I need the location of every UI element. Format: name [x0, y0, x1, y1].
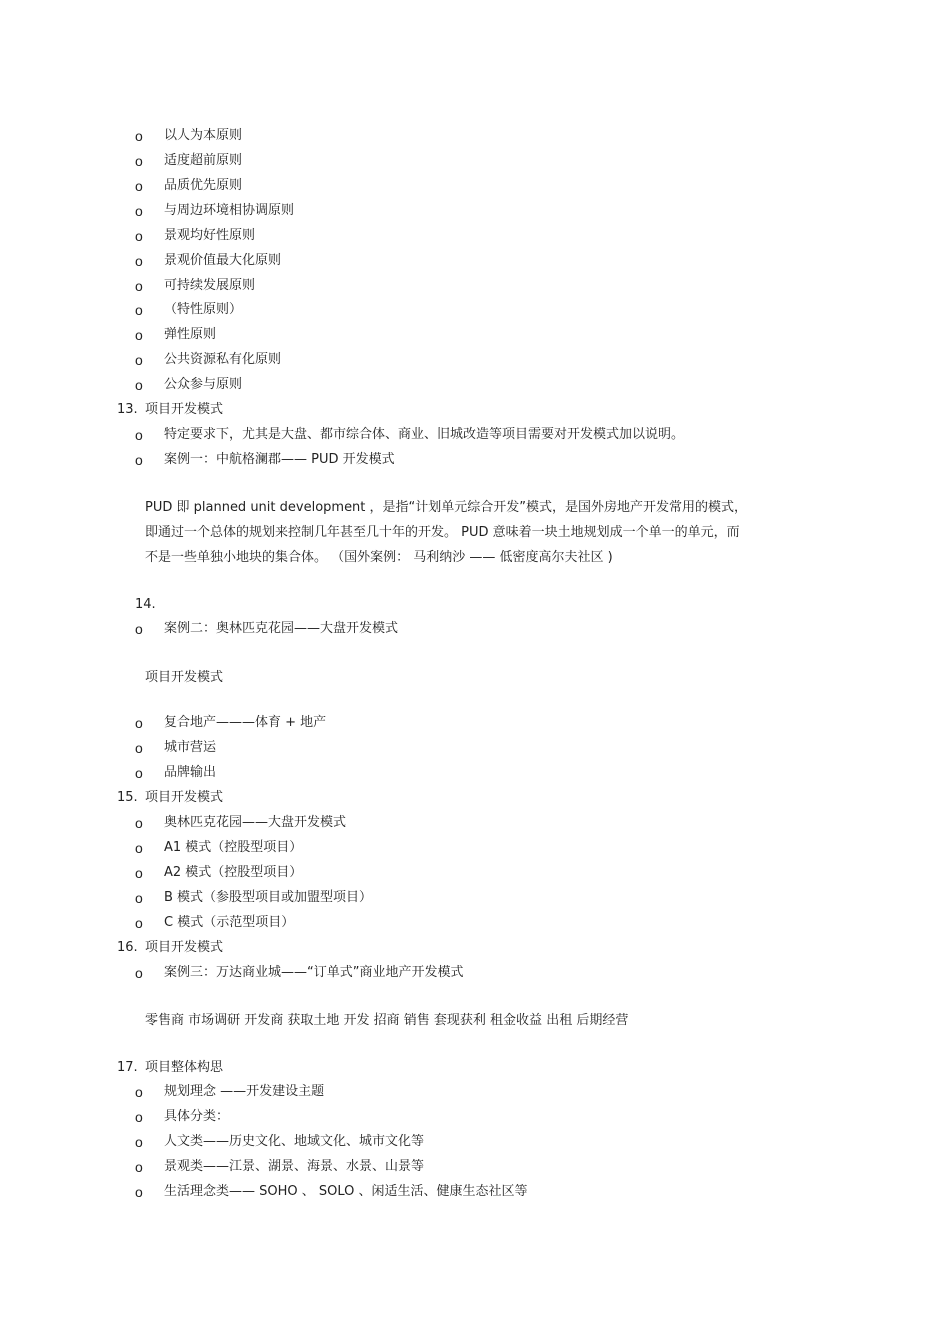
bullet: o	[135, 253, 143, 269]
bullet: o	[135, 1109, 143, 1125]
bullet: o	[135, 740, 143, 756]
bullet: o	[135, 865, 143, 881]
bullet: o	[135, 815, 143, 831]
bullet: o	[135, 765, 143, 781]
bullet: o	[135, 128, 143, 144]
section-title: 项目开发模式	[145, 790, 224, 805]
bullet: o	[135, 715, 143, 731]
bullet: o	[135, 890, 143, 906]
paragraph-line: PUD 即 planned unit development ，是指“计划单元综合开发”模式，是国外房地产开发常用的模式，	[145, 500, 747, 515]
section-number: 14.	[135, 597, 156, 612]
bullet: o	[135, 840, 143, 856]
section-title: 项目整体构思	[145, 1060, 224, 1075]
paragraph-line: 即通过一个总体的规划来控制几年甚至几十年的开发。 PUD 意味着一块土地规划成一个单一的单元，而	[145, 525, 740, 540]
bullet: o	[135, 302, 143, 318]
bullet: o	[135, 621, 143, 637]
section-title: 项目开发模式	[145, 402, 224, 417]
bullet: o	[135, 1184, 143, 1200]
bullet: o	[135, 203, 143, 219]
bullet: o	[135, 377, 143, 393]
bullet: o	[135, 352, 143, 368]
section-number: 17.	[117, 1060, 138, 1075]
bullet: o	[135, 427, 143, 443]
subheading: 项目开发模式	[145, 670, 224, 685]
bullet: o	[135, 228, 143, 244]
bullet: o	[135, 1159, 143, 1175]
bullet: o	[135, 278, 143, 294]
bullet: o	[135, 915, 143, 931]
bullet: o	[135, 153, 143, 169]
bullet: o	[135, 1134, 143, 1150]
bullet: o	[135, 327, 143, 343]
section-title: 项目开发模式	[145, 940, 224, 955]
section-number: 15.	[117, 790, 138, 805]
section-number: 16.	[117, 940, 138, 955]
section-number: 13.	[117, 402, 138, 417]
bullet: o	[135, 178, 143, 194]
bullet: o	[135, 965, 143, 981]
flow-text: 零售商 市场调研 开发商 获取土地 开发 招商 销售 套现获利 租金收益 出租 后期经营	[145, 1013, 629, 1028]
bullet: o	[135, 452, 143, 468]
bullet: o	[135, 1084, 143, 1100]
paragraph-line: 不是一些单独小地块的集合体。 （国外案例： 马利纳沙 —— 低密度高尔夫社区 )	[145, 550, 613, 565]
